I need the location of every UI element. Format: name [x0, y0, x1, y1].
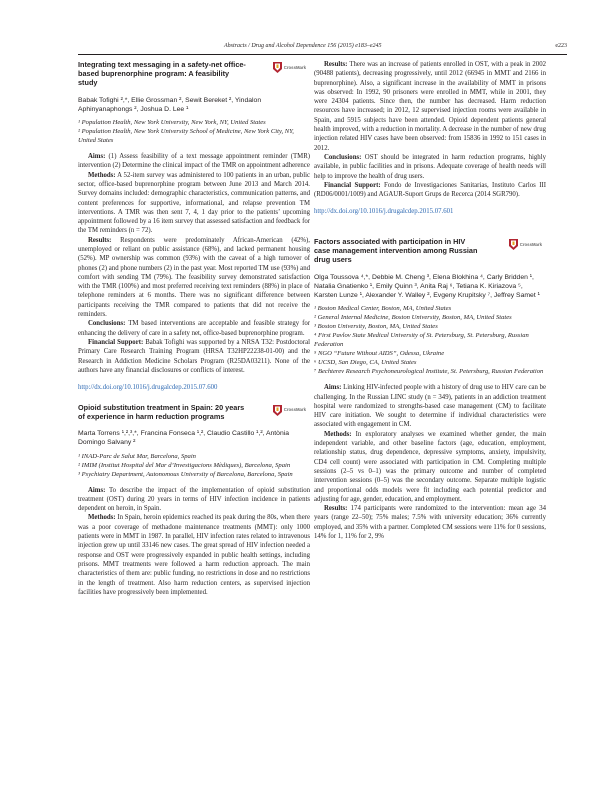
article-affiliations: [78, 452, 310, 479]
affiliation: ⁴ First Pavlov State Medical University of St. Petersburg, St. Petersburg, Russian Federation: [314, 332, 529, 349]
section-text: TM based interventions are acceptable and feasible strategy for enhancing the delivery of care in a safety net, office-based buprenorphine program.: [78, 320, 310, 337]
section-text: In exploratory analyses we examined whether gender, the main independent variable, and other baseline factors (age, education, employment, relationship status, drug dependence, depressive symptoms, anxiety, impulsivity, CD4 cell count) were associated with participation in CM. Completing multiple sessions (2–5 vs 0–1) was the primary outcome and number of completed intervention sessions (0–5) was the secondary outcome. Separate multiple logistic and proportional odds models were fit including each potential predictor and adjusting for age, gender, education, and employment.: [314, 430, 546, 503]
article-2-header: [78, 403, 310, 421]
article-affiliations: [78, 118, 310, 145]
crossmark-label: CrossMark: [283, 64, 306, 70]
section-text: Fondo de Investigaciones Sanitarias, Instituto Carlos III (RD06/0001/1009) and AGAUR-Suport Grups de Recerca (2014 SGR790).: [314, 181, 546, 199]
affiliation: ³ Psychiatry Department, Autonomous University of Barcelona, Barcelona, Spain: [78, 470, 293, 478]
abstract-paragraph: [314, 60, 546, 153]
article-abstract-continued: [314, 60, 546, 199]
affiliation: ² Population Health, New York University School of Medicine, New York City, NY, United States: [78, 128, 294, 145]
crossmark-icon: [273, 62, 282, 73]
abstract-paragraph: [78, 513, 310, 597]
section-heading: Aims:: [88, 153, 106, 161]
abstract-paragraph: [314, 153, 546, 181]
affiliation: ¹ INAD-Parc de Salut Mar, Barcelona, Spain: [78, 452, 196, 460]
abstract-paragraph: [314, 504, 546, 541]
section-heading: Results:: [324, 505, 348, 513]
article-affiliations: [314, 304, 546, 376]
affiliation: ³ Boston University, Boston, MA, United States: [314, 323, 438, 331]
journal-citation: Abstracts / Drug and Alcohol Dependence 156 (2015) e183–e245: [224, 43, 382, 49]
crossmark-logo[interactable]: [509, 239, 542, 250]
article-authors: Marta Torrens ¹,²,³,*, Francina Fonseca ¹,², Claudio Castillo ¹,², Antònia Domingo Salvany ²: [78, 430, 290, 447]
article-title: Integrating text messaging in a safety-net office-based buprenorphine program: A feasibility study: [78, 60, 246, 88]
section-heading: Methods:: [88, 514, 116, 522]
spacer: [314, 227, 546, 237]
section-text: Linking HIV-infected people with a history of drug use to HIV care can be challenging. In the Russian LINC study (n = 349), patients in an addiction treatment hospital were randomized to strengths-based case management (CM) to facilitate HIV care initiation. We sought to determine if individual characteristics were associated with engagement in CM.: [314, 384, 546, 429]
article-title: Factors associated with participation in HIV case management intervention among Russian drug users: [314, 237, 478, 265]
section-heading: Financial Support:: [324, 181, 381, 189]
section-text: 174 participants were randomized to the intervention: mean age 34 years (range 22–50); 75% males; 7.5% with university education; 36% currently employed, and 35% with a partner. Completed CM sessions were 11% for 0 sessions, 14% for 1, 11% for 2, 9%: [314, 505, 546, 541]
abstract-paragraph: [78, 319, 310, 338]
abstract-paragraph: [78, 236, 310, 320]
article-1-header: [78, 60, 310, 88]
article-abstract: [78, 152, 310, 375]
abstract-paragraph: [78, 171, 310, 236]
affiliation: ¹ Boston Medical Center, Boston, MA, United States: [314, 305, 452, 313]
section-heading: Results:: [324, 61, 348, 68]
article-title: Opioid substitution treatment in Spain: 20 years of experience in harm reduction programs: [78, 402, 245, 421]
article-authors: Olga Toussova ⁴,*, Debbie M. Cheng ³, Elena Blokhina ⁴, Carly Bridden ¹, Natalia Gnatienko ¹, Emily Quinn ³, Anita Raj ⁶, Tetiana K. Kiriazova ⁵, Karsten Lunze ¹, Alexander Y. Walley ², Evgeny Krupitsky ⁷, Jeffrey Samet ¹: [314, 273, 540, 300]
section-text: Babak Tofighi was supported by a NRSA T32: Postdoctoral Primary Care Research Training Program (HRSA T32HP22238-01-00) and the Research in Addiction Medicine Scholars Program (R25DA03211). None of the authors have any financial disclosures or conflicts of interest.: [78, 338, 311, 374]
section-text: To describe the impact of the implementation of opioid substitution treatment (OST) during 20 years in terms of HIV infection incidence in patients dependent on heroin, in Spain.: [78, 486, 310, 513]
doi-link[interactable]: http://dx.doi.org/10.1016/j.drugalcdep.2015.07.601: [314, 208, 454, 216]
section-heading: Conclusions:: [324, 153, 362, 161]
affiliation: ⁷ Bechterev Research Psychoneurological Institute, St. Petersburg, Russian Federation: [314, 368, 544, 376]
section-text: Respondents were predominately African-American (42%), unemployed or reliant on public assistance (68%), and lacked permanent housing (52%). MP ownership was common (93%) with the caveat of a high turnover of phones (2) and phone numbers (2) in the past year. Most reported TM use (93%) and comfort with sending TM (79%). The feasibility survey demonstrated satisfaction with the TMR (100%) and most preferred receiving text reminders (88%) in place of telephone reminders at 6 months. There was no significant difference between participants receiving the TMR compared to patients that did not receive the reminders.: [78, 236, 311, 319]
section-heading: Methods:: [88, 171, 116, 179]
section-text: A 52-item survey was administered to 100 patients in an urban, public sector, office-based buprenorphine program between June 2013 and March 2014. Survey domains included: demographic characteristics, communication patterns, and content preferences for supportive, informational, and relapse prevention TM interventions. A TMR was then sent 7, 4, 1 day prior to the patients’ upcoming appointment followed by a 16 item survey that assessed satisfaction and feedback for the TM reminders (n = 72).: [78, 171, 310, 235]
affiliation: ² IMIM (Institut Hospital del Mar d’Investigacions Mèdiques), Barcelona, Spain: [78, 461, 291, 469]
article-abstract: [78, 486, 310, 598]
article-3-header: [314, 237, 546, 265]
section-heading: Results:: [88, 236, 112, 244]
section-text: There was an increase of patients enrolled in OST, with a peak in 2002 (90488 patients), decreasing progressively, until 2012 (66945 in MMT and 2166 in buprenorphine). Also, a significant increase in the availability of MMT in prisons was observed: In 1992, 90 prisoners were enrolled in MMT, while in 2001, they were 24304 patients. Since then, the number has decreased. Harm reduction resources have increased; in 2012, 12 supervised injection rooms were available in Spain, and 5915 subjects have been attended. Opioid dependent patients general health improved, with a reduction in mortality. A decrease in the number of new drug injection related HIV cases have been observed: from 15836 in 1992 to 151 cases in 2012.: [314, 61, 546, 152]
doi-link[interactable]: http://dx.doi.org/10.1016/j.drugalcdep.2015.07.600: [78, 384, 218, 392]
section-heading: Aims:: [88, 486, 106, 494]
section-heading: Conclusions:: [88, 320, 126, 328]
crossmark-icon: [509, 239, 518, 250]
crossmark-label: CrossMark: [519, 241, 542, 247]
section-heading: Aims:: [324, 384, 342, 392]
article-authors: Babak Tofighi ²,*, Ellie Grossman ², Sewit Bereket ², Yindalon Aphinyanaphongs ², Joshua D. Lee ¹: [78, 96, 262, 113]
abstract-paragraph: [78, 152, 310, 171]
affiliation: ² General Internal Medicine, Boston University, Boston, MA, United States: [314, 314, 512, 322]
affiliation: ⁶ UCSD, San Diego, CA, United States: [314, 359, 417, 367]
affiliation: ¹ Population Health, New York University, New York, NY, United States: [78, 119, 266, 127]
section-text: OST should be integrated in harm reduction programs, highly available, in public facilities and in prisons. Adequate coverage of health needs will help to improve the health of drug users.: [314, 153, 546, 180]
affiliation: ⁵ NGO “Future Without AIDS”, Odessa, Ukraine: [314, 350, 445, 358]
header-rule: [78, 54, 567, 55]
section-heading: Financial Support:: [88, 338, 144, 346]
crossmark-logo[interactable]: [273, 62, 306, 73]
section-text: (1) Assess feasibility of a text message appointment reminder (TMR) intervention (2) Determine the clinical impact of the TMR on appointment adherence: [78, 153, 310, 170]
abstract-paragraph: [78, 338, 310, 375]
crossmark-icon: [273, 405, 282, 416]
abstract-paragraph: [314, 181, 546, 200]
abstract-paragraph: [78, 486, 310, 514]
abstract-paragraph: [314, 430, 546, 504]
right-column: [314, 60, 546, 541]
left-column: [78, 60, 310, 597]
section-text: In Spain, heroin epidemics reached its peak during the 80s, when there was a poor coverage of methadone maintenance treatments (MMT): only 1000 patients were in MMT in 1987. In parallel, HIV infection rates related to intravenous injection grew up until 33146 new cases. The great spread of HIV infection needed a response and OST were progressively expanded in public health settings, including prisons. MMT treatments were followed a harm reduction approach. The main characteristics of them are: public funding, no restrictions in dose and no restrictions in the length of treatment. Also harm reduction centers, as supervised injection facilities have progressively been implemented.: [78, 514, 310, 596]
abstract-paragraph: [314, 383, 546, 429]
section-heading: Methods:: [324, 430, 352, 438]
crossmark-logo[interactable]: [273, 405, 306, 416]
article-abstract: [314, 383, 546, 541]
page-number: e223: [555, 43, 567, 49]
crossmark-label: CrossMark: [283, 407, 306, 413]
